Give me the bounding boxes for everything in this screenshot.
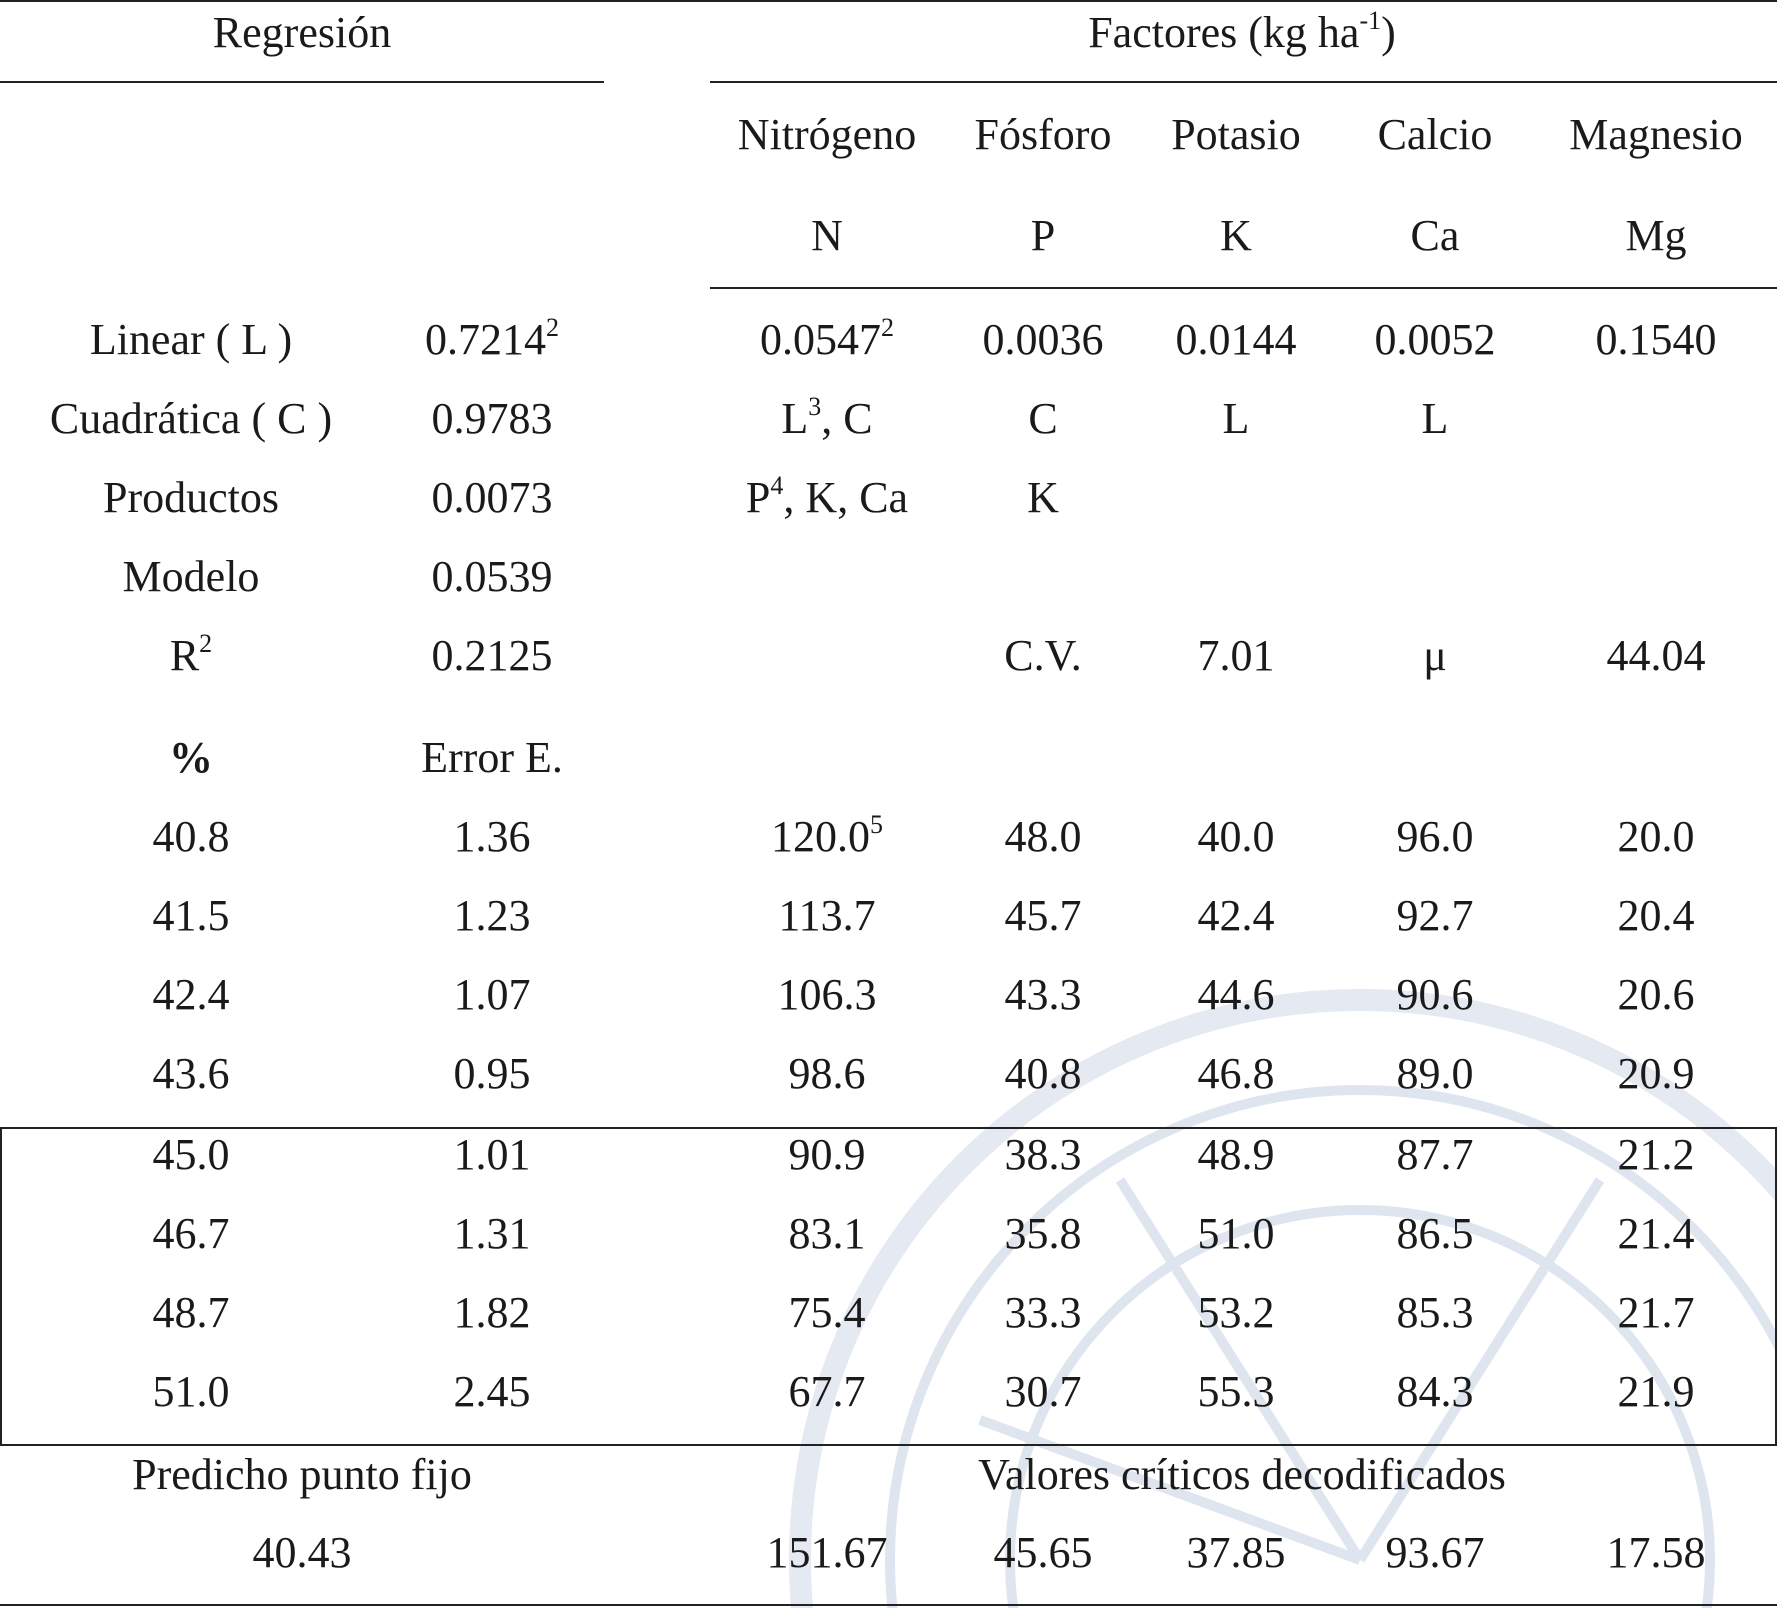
row-2-ca: 92.7 — [1396, 891, 1474, 940]
factor-symbol-p: P — [1030, 211, 1056, 260]
row-2-err: 1.23 — [453, 891, 531, 940]
row-4-ca: 89.0 — [1396, 1049, 1474, 1098]
row-1-mg: 20.0 — [1617, 812, 1695, 861]
row-7-ca: 85.3 — [1396, 1288, 1474, 1337]
row-7-p: 33.3 — [1004, 1288, 1082, 1337]
productos-label: Productos — [103, 473, 279, 522]
factores-header: Factores (kg $ha^{-1}$) — [1088, 6, 1396, 57]
row-2-mg: 20.4 — [1617, 891, 1695, 940]
factor-symbol-k: K — [1220, 211, 1252, 260]
row-4-k: 46.8 — [1197, 1049, 1275, 1098]
factor-name-n: Nitrógeno — [737, 110, 917, 159]
regresion-header: Regresión — [212, 8, 392, 57]
row-3-ca: 90.6 — [1396, 970, 1474, 1019]
row-4-n: 98.6 — [788, 1049, 866, 1098]
row-8-mg: 21.9 — [1617, 1367, 1695, 1416]
row-8-k: 55.3 — [1197, 1367, 1275, 1416]
linear-p: 0.0036 — [982, 315, 1104, 364]
row-4-pct: 43.6 — [152, 1049, 230, 1098]
factor-name-p: Fósforo — [974, 110, 1112, 159]
cv-label: C.V. — [1004, 631, 1082, 680]
row-2-k: 42.4 — [1197, 891, 1275, 940]
row-8-err: 2.45 — [453, 1367, 531, 1416]
row-6-k: 51.0 — [1197, 1209, 1275, 1258]
productos-n: $P^4$, K, Ca — [745, 471, 909, 522]
symbols-rule — [710, 287, 1777, 289]
linear-n: 0.0547$^2$ — [760, 313, 894, 364]
mu-label: μ — [1423, 631, 1447, 680]
row-5-pct: 45.0 — [152, 1130, 230, 1179]
critico-ca: 93.67 — [1385, 1528, 1485, 1577]
row-3-err: 1.07 — [453, 970, 531, 1019]
critico-n: 151.67 — [766, 1528, 888, 1577]
row-6-mg: 21.4 — [1617, 1209, 1695, 1258]
regresion-rule — [0, 81, 604, 83]
error-header: Error E. — [421, 733, 563, 782]
bottom-rule — [0, 1604, 1777, 1606]
row-5-n: 90.9 — [788, 1130, 866, 1179]
row-4-err: 0.95 — [453, 1049, 531, 1098]
linear-label: Linear ( L ) — [89, 315, 293, 364]
linear-ca: 0.0052 — [1374, 315, 1496, 364]
row-5-ca: 87.7 — [1396, 1130, 1474, 1179]
top-rule — [0, 0, 1777, 2]
row-1-k: 40.0 — [1197, 812, 1275, 861]
productos-p: K — [1027, 473, 1059, 522]
row-5-k: 48.9 — [1197, 1130, 1275, 1179]
cv-value: 7.01 — [1197, 631, 1275, 680]
row-3-k: 44.6 — [1197, 970, 1275, 1019]
row-6-ca: 86.5 — [1396, 1209, 1474, 1258]
row-2-p: 45.7 — [1004, 891, 1082, 940]
modelo-label: Modelo — [122, 552, 260, 601]
linear-mg: 0.1540 — [1595, 315, 1717, 364]
row-3-mg: 20.6 — [1617, 970, 1695, 1019]
linear-value: 0.7214$^2$ — [425, 313, 559, 364]
row-3-p: 43.3 — [1004, 970, 1082, 1019]
cuadratica-ca: L — [1421, 394, 1449, 443]
factor-name-mg: Magnesio — [1569, 110, 1743, 159]
row-1-n: 120.0$^5$ — [771, 810, 883, 861]
highlight-box — [0, 1127, 1777, 1446]
predicho-value: 40.43 — [252, 1528, 352, 1577]
row-7-n: 75.4 — [788, 1288, 866, 1337]
row-8-ca: 84.3 — [1396, 1367, 1474, 1416]
row-6-p: 35.8 — [1004, 1209, 1082, 1258]
factor-symbol-n: N — [811, 211, 843, 260]
productos-value: 0.0073 — [431, 473, 553, 522]
row-3-n: 106.3 — [777, 970, 877, 1019]
row-7-pct: 48.7 — [152, 1288, 230, 1337]
factor-symbol-ca: Ca — [1410, 211, 1460, 260]
row-2-pct: 41.5 — [152, 891, 230, 940]
row-8-p: 30.7 — [1004, 1367, 1082, 1416]
row-5-p: 38.3 — [1004, 1130, 1082, 1179]
row-6-err: 1.31 — [453, 1209, 531, 1258]
critico-k: 37.85 — [1186, 1528, 1286, 1577]
percent-header: % — [169, 733, 213, 782]
row-2-n: 113.7 — [778, 891, 876, 940]
factor-symbol-mg: Mg — [1625, 211, 1687, 260]
row-6-n: 83.1 — [788, 1209, 866, 1258]
row-5-err: 1.01 — [453, 1130, 531, 1179]
factores-rule — [710, 81, 1777, 83]
row-8-n: 67.7 — [788, 1367, 866, 1416]
critico-mg: 17.58 — [1606, 1528, 1706, 1577]
row-4-p: 40.8 — [1004, 1049, 1082, 1098]
mu-value: 44.04 — [1606, 631, 1706, 680]
row-1-ca: 96.0 — [1396, 812, 1474, 861]
cuadratica-value: 0.9783 — [431, 394, 553, 443]
predicho-label: Predicho punto fijo — [132, 1450, 472, 1499]
row-7-k: 53.2 — [1197, 1288, 1275, 1337]
cuadratica-k: L — [1222, 394, 1250, 443]
cuadratica-p: C — [1028, 394, 1058, 443]
cuadratica-n: $L^3$, C — [781, 392, 873, 443]
criticos-label: Valores críticos decodificados — [978, 1450, 1506, 1499]
linear-k: 0.0144 — [1175, 315, 1297, 364]
row-6-pct: 46.7 — [152, 1209, 230, 1258]
row-1-p: 48.0 — [1004, 812, 1082, 861]
row-1-err: 1.36 — [453, 812, 531, 861]
row-4-mg: 20.9 — [1617, 1049, 1695, 1098]
factor-name-k: Potasio — [1171, 110, 1301, 159]
row-5-mg: 21.2 — [1617, 1130, 1695, 1179]
row-1-pct: 40.8 — [152, 812, 230, 861]
cuadratica-label: Cuadrática ( C ) — [49, 394, 333, 443]
r2-label: $R^2$ — [169, 629, 213, 680]
row-8-pct: 51.0 — [152, 1367, 230, 1416]
critico-p: 45.65 — [993, 1528, 1093, 1577]
modelo-value: 0.0539 — [431, 552, 553, 601]
row-7-err: 1.82 — [453, 1288, 531, 1337]
r2-value: 0.2125 — [431, 631, 553, 680]
row-3-pct: 42.4 — [152, 970, 230, 1019]
row-7-mg: 21.7 — [1617, 1288, 1695, 1337]
factor-name-ca: Calcio — [1377, 110, 1493, 159]
